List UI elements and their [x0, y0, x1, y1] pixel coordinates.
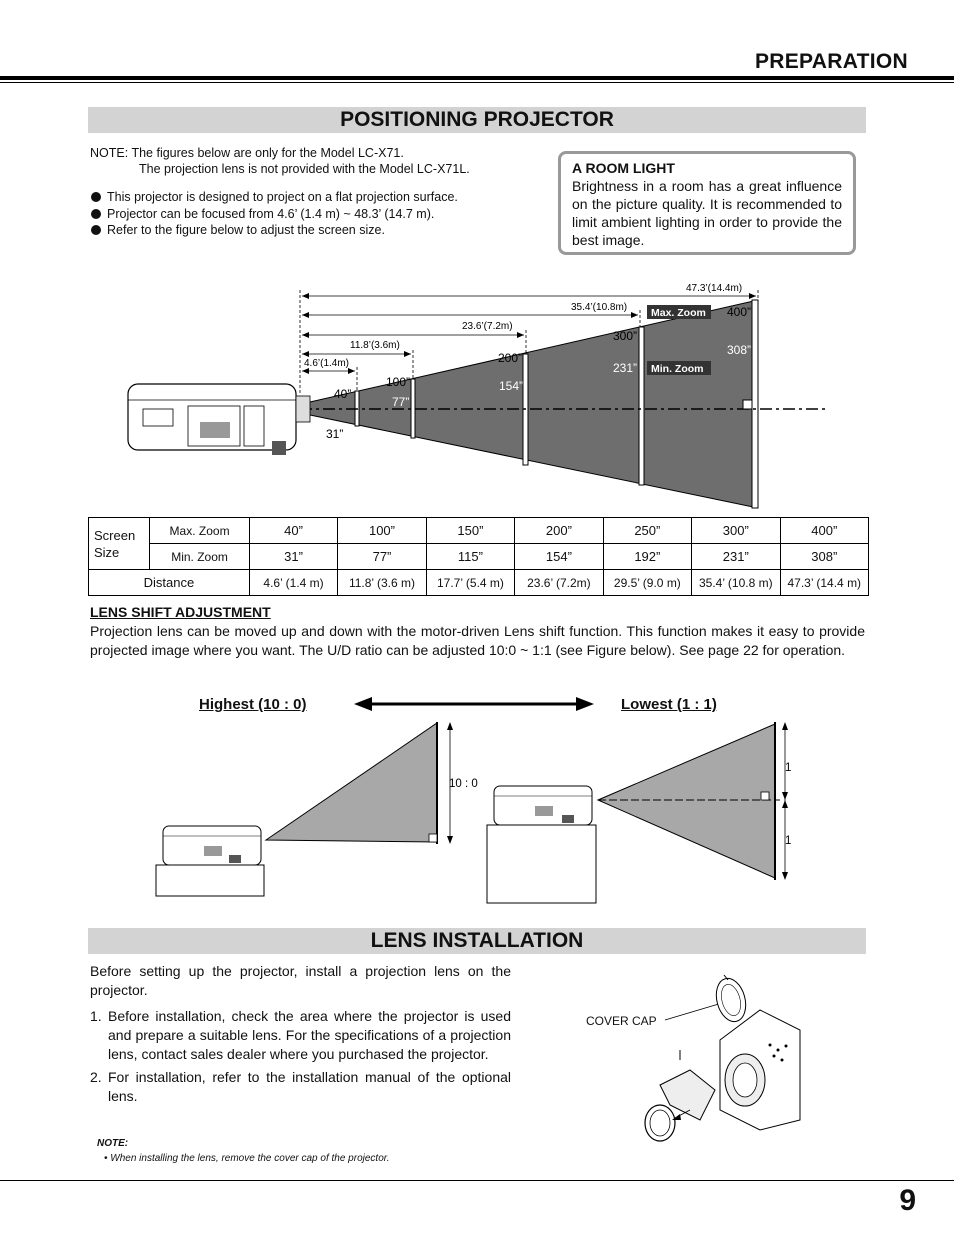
- bullet-item: Refer to the figure below to adjust the screen size.: [90, 222, 458, 239]
- table-cell: 231”: [692, 544, 780, 570]
- screen-marker: [752, 300, 758, 508]
- step-text: For installation, refer to the installation manual of the optional lens.: [108, 1069, 511, 1104]
- table-cell: 250”: [603, 518, 691, 544]
- projector-low-position: [163, 826, 261, 865]
- lens-installation-title: LENS INSTALLATION: [88, 928, 866, 954]
- max-size-label: 40”: [334, 387, 352, 401]
- highest-beam: [266, 723, 437, 842]
- table-cell: 31”: [249, 544, 337, 570]
- step-item: [90, 1007, 511, 1064]
- lens-shift-diagram: [150, 690, 810, 905]
- header-rule: [0, 76, 954, 80]
- projector-high-position: [494, 786, 592, 825]
- note-text: • When installing the lens, remove the cover cap of the projector.: [104, 1153, 390, 1164]
- ratio-low-bottom: 1: [785, 835, 792, 847]
- cover-cap-icon: [712, 975, 750, 1025]
- room-light-title: A ROOM LIGHT: [572, 160, 675, 176]
- distance-label: 11.8’(3.6m): [350, 340, 400, 351]
- min-size-label: 77”: [392, 395, 410, 409]
- footer-rule: [0, 1180, 954, 1181]
- max-zoom-tag: Max. Zoom: [651, 307, 706, 319]
- table-cell: 29.5’ (9.0 m): [603, 570, 691, 596]
- distance-label: 4.6’(1.4m): [304, 358, 350, 369]
- distance-label: 35.4’(10.8m): [571, 302, 628, 313]
- min-size-label: 231”: [613, 361, 638, 375]
- lowest-beam: [598, 724, 775, 878]
- screen-size-label: Screen Size: [89, 518, 150, 570]
- projection-beam: [310, 300, 758, 508]
- projector-stand: [487, 825, 596, 903]
- lens-install-steps: [90, 1007, 511, 1110]
- room-light-text: Brightness in a room has a great influence on the picture quality. It is recommended to limit ambient lighting in order to provide the best image.: [572, 178, 842, 248]
- max-size-label: 400”: [727, 305, 752, 319]
- note-line-2: The projection lens is not provided with the Model LC-X71L.: [139, 162, 470, 176]
- table-cell: 35.4’ (10.8 m): [692, 570, 780, 596]
- table-cell: 40”: [249, 518, 337, 544]
- table-cell: 17.7’ (5.4 m): [426, 570, 514, 596]
- lens-install-intro: Before setting up the projector, install a projection lens on the projector.: [90, 963, 511, 998]
- step-number: 2.: [90, 1069, 102, 1085]
- table-cell: 115”: [426, 544, 514, 570]
- table-cell: 400”: [780, 518, 868, 544]
- min-zoom-tag: Min. Zoom: [651, 363, 704, 375]
- note-label: NOTE:: [97, 1138, 129, 1149]
- projector-stand: [156, 865, 264, 896]
- distance-label: Distance: [89, 570, 250, 596]
- note-line-1: The figures below are only for the Model LC-X71.: [131, 146, 404, 160]
- distance-label: 47.3’(14.4m): [686, 283, 743, 294]
- max-size-label: 200”: [498, 351, 523, 365]
- max-size-label: 300”: [613, 329, 638, 343]
- table-cell: 11.8’ (3.6 m): [338, 570, 426, 596]
- min-size-label: 31”: [326, 427, 344, 441]
- ratio-high: 10 : 0: [449, 778, 478, 790]
- step-text: Before installation, check the area where the projector is used and prepare a suitable lens. For the specifications of a projection lens, contact sales dealer where you purchased the projector.: [108, 1008, 511, 1062]
- table-cell: 77”: [338, 544, 426, 570]
- ratio-low-top: 1: [785, 762, 792, 774]
- screen-marker: [411, 379, 415, 438]
- distance-label: 23.6’(7.2m): [462, 321, 513, 332]
- positioning-title: POSITIONING PROJECTOR: [88, 107, 866, 133]
- positioning-bullets: [90, 189, 458, 239]
- table-cell: 100”: [338, 518, 426, 544]
- table-cell: 308”: [780, 544, 868, 570]
- note-block: [90, 145, 404, 161]
- lens-installation-illustration: [640, 970, 810, 1145]
- min-size-label: 308”: [727, 343, 752, 357]
- room-light-box: [558, 151, 856, 255]
- section-title: PREPARATION: [754, 50, 908, 73]
- step-item: [90, 1068, 511, 1106]
- projection-distance-diagram: [120, 280, 840, 510]
- screen-marker: [639, 327, 644, 485]
- lowest-label: Lowest (1 : 1): [621, 696, 717, 713]
- projector-side-view: [128, 384, 310, 455]
- table-cell: 300”: [692, 518, 780, 544]
- bullet-item: Projector can be focused from 4.6’ (1.4 m) ~ 48.3’ (14.7 m).: [90, 206, 458, 223]
- lens-shift-heading: LENS SHIFT ADJUSTMENT: [90, 604, 271, 620]
- table-cell: 47.3’ (14.4 m): [780, 570, 868, 596]
- table-cell: 4.6’ (1.4 m): [249, 570, 337, 596]
- screen-size-table: [88, 517, 869, 596]
- page-number: 9: [899, 1184, 916, 1217]
- lens-shift-text: Projection lens can be moved up and down with the motor-driven Lens shift function. This function makes it easy to provide projected image where you want. The U/D ratio can be adjusted 10:0 ~ 1:1 (see Figure below). See page 22 for operation.: [90, 623, 865, 658]
- max-size-label: 100”: [386, 375, 411, 389]
- table-cell: 154”: [515, 544, 603, 570]
- bullet-item: This projector is designed to project on a flat projection surface.: [90, 189, 458, 206]
- min-zoom-label: Min. Zoom: [150, 544, 250, 570]
- note-label: NOTE:: [90, 146, 129, 160]
- header-rule-thin: [0, 82, 954, 83]
- max-zoom-label: Max. Zoom: [150, 518, 250, 544]
- table-cell: 200”: [515, 518, 603, 544]
- step-number: 1.: [90, 1008, 102, 1024]
- table-cell: 150”: [426, 518, 514, 544]
- highest-label: Highest (10 : 0): [199, 696, 307, 713]
- table-cell: 192”: [603, 544, 691, 570]
- table-cell: 23.6’ (7.2m): [515, 570, 603, 596]
- cover-cap-label: COVER CAP: [586, 1014, 657, 1028]
- min-size-label: 154”: [499, 379, 524, 393]
